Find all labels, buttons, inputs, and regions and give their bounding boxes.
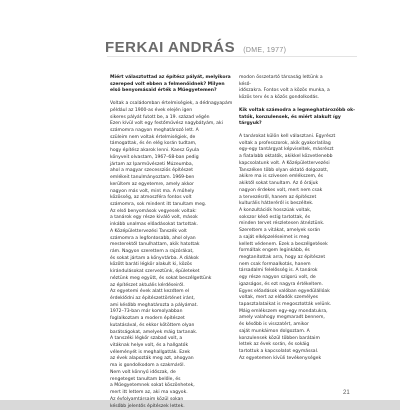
answer-line: a fiatalabb oktatók, akikkel közvetlenebb	[239, 154, 352, 161]
answer-line: sokszor késő estig tartottak, és	[239, 215, 352, 222]
answer-line: támogattak, és én elég korán tudtam,	[110, 141, 223, 148]
answer-line: könyveit olvastam, 1967–68-ban pedig	[110, 155, 223, 162]
answer-line: Szerettem a vitákat, amelyek során	[239, 228, 352, 235]
answer-line: nem csak formaalkotás, hanem	[239, 262, 352, 269]
answer-line: a Műegyetemnek sokat köszönhetek,	[110, 383, 223, 390]
answer-line: kulturális hátteréről is beszéltek.	[239, 201, 352, 208]
answer-line: Máig emlékszem egy-egy mondatukra,	[239, 309, 352, 316]
answer-line: közös terv és a közös gondolkodás.	[239, 95, 352, 102]
answer-line: egy része nagyon szigorú volt, de	[239, 275, 352, 282]
interview-question-line: Miért választottad az építész pályát, melyikora	[110, 75, 223, 82]
answer-line: A Középülettervezési Tanszék volt	[110, 229, 223, 236]
answer-line: rám. Nagyon szerettem a rajzórákat,	[110, 249, 223, 256]
answer-line: barátságokat, amelyek máig tartanak.	[110, 330, 223, 337]
answer-line: tapasztalataikat is megosztották velünk.	[239, 302, 352, 309]
answer-line: néztünk meg együtt, és sokat beszélgettünk	[110, 276, 223, 283]
answer-line: A tanszéki légkör szabad volt, a	[110, 336, 223, 343]
answer-line: megtanítottak arra, hogy az építészet	[239, 255, 352, 262]
answer-line: formáltak engem leginkább, és	[239, 248, 352, 255]
answer-line: jártam az Iparművészeti Múzeumba,	[110, 162, 223, 169]
answer-line: akiktől sokat tanultam. Az ő órájuk	[239, 181, 352, 188]
answer-line: szüleim nem voltak értelmiségiek, de	[110, 135, 223, 142]
answer-line: A tanárokat külön kell választani. Egyrészt	[239, 134, 352, 141]
answer-line: Ezen kívül volt egy festőművész nagybátyám, aki	[110, 121, 223, 128]
answer-line: inkább unalmas előadásokat tartottak.	[110, 222, 223, 229]
answer-line: az évek alapozták meg azt, ahogyan	[110, 356, 223, 363]
answer-line: között baráti légkör alakult ki, közös	[110, 262, 223, 269]
answer-line: hogy építész akarok lenni. Kaesz Gyula	[110, 148, 223, 155]
answer-line: lettek az évek során, és sokáig	[239, 342, 352, 349]
answer-line: ami később meghatározta a pályámat.	[110, 303, 223, 310]
left-column	[110, 75, 223, 410]
interview-question-line: tatók, konzulensek, és miért alakult így	[239, 115, 352, 122]
answer-line: ahol a magyar szecessziós építészet	[110, 168, 223, 175]
answer-line: emlékeit tanulmányoztam. 1969-ben	[110, 175, 223, 182]
answer-line: rengeteget tanultam belőle, és	[110, 377, 223, 384]
answer-line: Az egyetemi évek alatt kezdtem el	[110, 289, 223, 296]
answer-line: ma is gondolkodom a szakmáról.	[110, 363, 223, 370]
answer-line: közösség, az atmoszféra fontos volt	[110, 195, 223, 202]
answer-line: időszakra. Fontos volt a közös munka, a	[239, 88, 352, 95]
answer-line: kirándulásokat szerveztünk, épületeket	[110, 269, 223, 276]
page-number: 21	[343, 390, 350, 396]
interview-question-line: Kik voltak számodra a legmeghatározóbb ok-	[239, 108, 352, 115]
interview-question-line: első benyomásaid érték a Műegyetemen?	[110, 88, 223, 95]
answer-line: mert itt lettem az, aki ma vagyok.	[110, 390, 223, 397]
answer-line: Az egyetemen kívüli tevékenységek	[239, 356, 352, 363]
answer-line: Egyes előadások valóban egyedülállóak	[239, 289, 352, 296]
interviewee-name: FERKAI ANDRÁS	[105, 39, 235, 56]
answer-line: és később is visszatért, amikor	[239, 322, 352, 329]
answer-line: a tervezésről, hanem az építészet	[239, 195, 352, 202]
answer-line: voltak, mert az előadók személyes	[239, 295, 352, 302]
answer-line: kellett védenem. Ezek a beszélgetések	[239, 242, 352, 249]
answer-line: kutatásával, és ekkor kötöttem olyan	[110, 323, 223, 330]
answer-line: társadalmi felelősség is. A tanárok	[239, 268, 352, 275]
answer-line: vitáknak helye volt, és a hallgatók	[110, 343, 223, 350]
answer-line: a saját elképzeléseimet is meg	[239, 235, 352, 242]
answer-line: A konzultációk hosszúak voltak,	[239, 208, 352, 215]
answer-line: számomra a legfontosabb, ahol olyan	[110, 236, 223, 243]
answer-line: kapcsolatunk volt. A Középülettervezési	[239, 161, 352, 168]
interviewee-subtitle: (DME, 1977)	[243, 47, 286, 54]
answer-line: nagyon érdekes volt, mert nem csak	[239, 188, 352, 195]
answer-line: például az 1900-as évek elején igen	[110, 108, 223, 115]
answer-line: a tanárok egy része kiváló volt, mások	[110, 215, 223, 222]
answer-line: 1972–73-ban már komolyabban	[110, 309, 223, 316]
answer-line: késő-	[239, 82, 352, 89]
answer-line: voltak a professzorok, akik gyakorlatilag	[239, 141, 352, 148]
answer-line: Nem volt könnyű időszak, de	[110, 370, 223, 377]
answer-line: tartottuk a kapcsolatot egymással.	[239, 349, 352, 356]
answer-line: amely valahogy megmaradt bennem,	[239, 315, 352, 322]
answer-line: véleményét is meghallgatták. Ezek	[110, 350, 223, 357]
article-header	[105, 37, 286, 56]
interview-question-line: szereped volt ebben a felmenőidnek? Milyen	[110, 82, 223, 89]
interview-question-line: tárgyuk?	[239, 121, 352, 128]
answer-line: sikeres pályát futott be, a 19. század végén	[110, 115, 223, 122]
answer-line: konzulensek közül többen barátaim	[239, 336, 352, 343]
right-column	[239, 75, 352, 362]
answer-line: egy-egy tantárgyat képviseltek, másrészt	[239, 147, 352, 154]
answer-line: később jelentős építészek lettek.	[110, 404, 223, 410]
answer-line: foglalkoztam a modern építészet	[110, 316, 223, 323]
answer-line: Az évfolyamtársaim közül sokan	[110, 397, 223, 404]
answer-line: modon összetartó társaság lettünk a	[239, 75, 352, 82]
answer-line: Tanszéken több olyan oktató dolgozott,	[239, 168, 352, 175]
answer-line: érdeklődni az építészettörténet iránt,	[110, 296, 223, 303]
answer-line: saját munkáimon dolgoztam. A	[239, 329, 352, 336]
answer-line: mesterektől tanulhattam, akik hatottak	[110, 242, 223, 249]
answer-line: az építészet aktuális kérdéseiről.	[110, 283, 223, 290]
answer-line: igazságos, és ezt nagyra értékeltem.	[239, 282, 352, 289]
answer-line: akikre ma is szívesen emlékszem, és	[239, 174, 352, 181]
answer-line: számomra, sok mindent itt tanultam meg.	[110, 202, 223, 209]
answer-line: Voltak a családomban értelmiségiek, a dédnagyapám	[110, 101, 223, 108]
answer-line: kerültem az egyetemre, amely akkor	[110, 182, 223, 189]
answer-line: és sokat jártam a könyvtárba. A diákok	[110, 256, 223, 263]
answer-line: Az első benyomások vegyesek voltak:	[110, 209, 223, 216]
answer-line: számomra nagyon meghatározó lett. A	[110, 128, 223, 135]
answer-line: minden tervet részletesen átnéztünk.	[239, 221, 352, 228]
header-divider	[107, 56, 357, 57]
answer-line: nagyon más volt, mint ma. A műhely	[110, 189, 223, 196]
